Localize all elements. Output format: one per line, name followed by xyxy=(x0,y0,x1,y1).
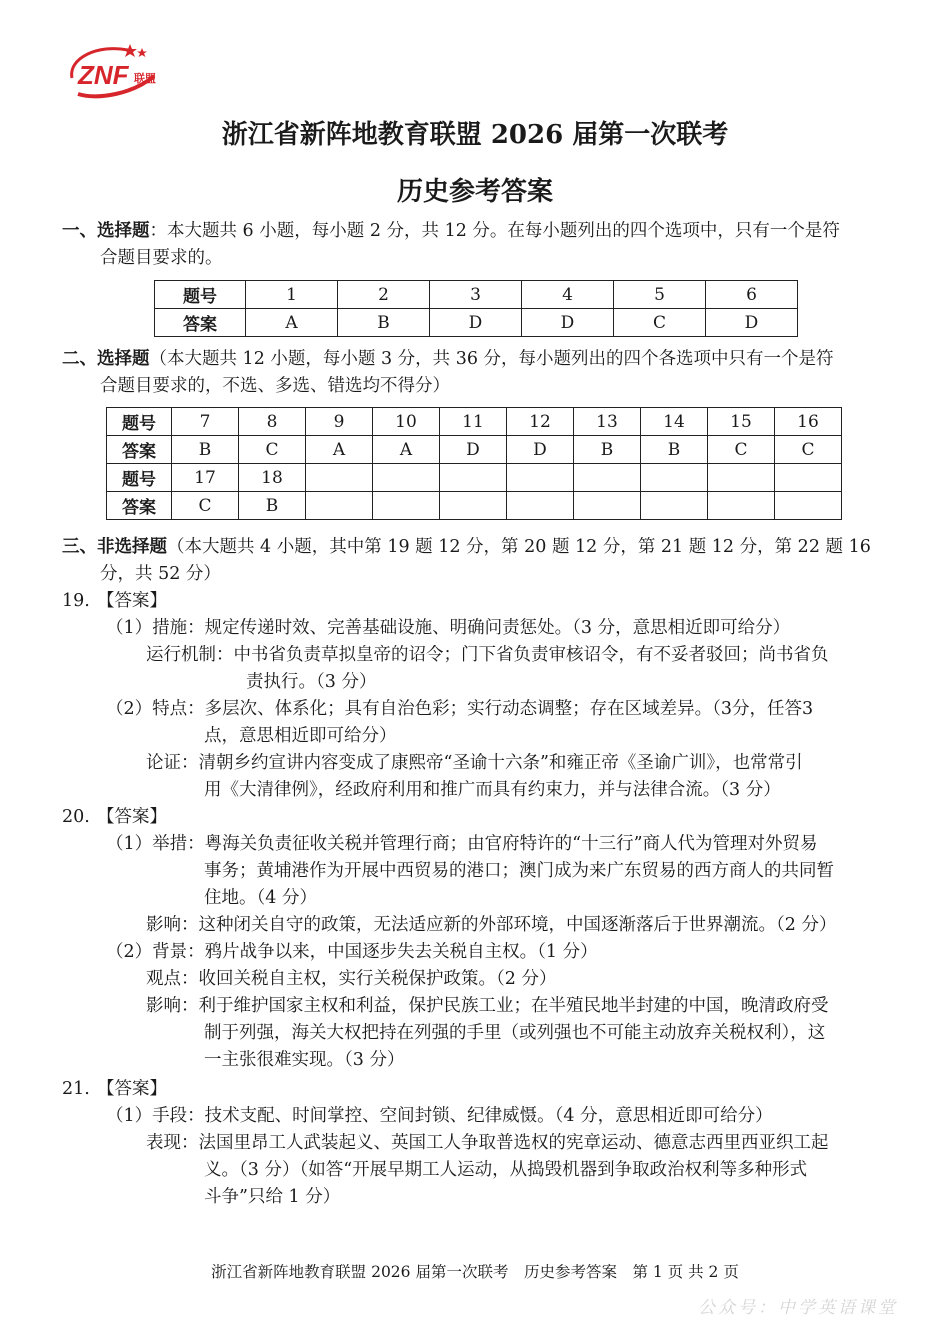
table-cell xyxy=(373,464,440,492)
section1-intro xyxy=(62,218,890,272)
answer-line: 表现：法国里昂工人武装起义、英国工人争取普选权的宪章运动、德意志西里西亚织工起 xyxy=(146,1133,829,1153)
table-cell: D xyxy=(507,436,574,464)
table-label-cell: 答案 xyxy=(107,492,172,520)
answer-tag: 【答案】 xyxy=(97,1079,167,1099)
table-cell: 16 xyxy=(775,408,842,436)
answer-tag: 【答案】 xyxy=(97,807,167,827)
table-cell: 14 xyxy=(641,408,708,436)
section2-answer-table xyxy=(106,407,842,520)
table-label-cell: 题号 xyxy=(107,408,172,436)
watermark: 公众号：中学英语课堂 xyxy=(698,1298,898,1318)
answer-tag: 【答案】 xyxy=(97,591,167,611)
table-cell: B xyxy=(172,436,239,464)
table-cell: C xyxy=(239,436,306,464)
answer-line: （2）背景：鸦片战争以来，中国逐步失去关税自主权。（1 分） xyxy=(106,942,598,962)
answer-line: 斗争”只给 1 分） xyxy=(204,1187,341,1207)
table-cell: 15 xyxy=(708,408,775,436)
table-cell: 11 xyxy=(440,408,507,436)
section2-desc-line2: 合题目要求的，不选、多选、错选均不得分） xyxy=(100,376,450,396)
table-cell: D xyxy=(706,309,798,337)
table-cell xyxy=(440,492,507,520)
table-cell: A xyxy=(306,436,373,464)
table-cell: 5 xyxy=(614,281,706,309)
table-cell: B xyxy=(641,436,708,464)
table-cell: A xyxy=(246,309,338,337)
table-cell: 6 xyxy=(706,281,798,309)
table-cell: 13 xyxy=(574,408,641,436)
question-number: 19. xyxy=(62,591,90,611)
table-cell: 12 xyxy=(507,408,574,436)
table-cell xyxy=(574,492,641,520)
table-cell xyxy=(440,464,507,492)
table-cell: D xyxy=(440,436,507,464)
section1-desc-line2: 合题目要求的。 xyxy=(100,248,223,268)
table-cell: B xyxy=(574,436,641,464)
table-cell xyxy=(708,492,775,520)
table-cell: 7 xyxy=(172,408,239,436)
page-title: 浙江省新阵地教育联盟 2026 届第一次联考 xyxy=(221,120,729,150)
table-cell: A xyxy=(373,436,440,464)
table-cell: 18 xyxy=(239,464,306,492)
table-label-cell: 答案 xyxy=(155,309,246,337)
table-cell: C xyxy=(614,309,706,337)
section1-answer-table xyxy=(154,280,798,337)
logo-text: ZNF xyxy=(78,60,129,90)
answer-line: （1）手段：技术支配、时间掌控、空间封锁、纪律威慑。（4 分，意思相近即可给分） xyxy=(106,1106,773,1126)
answer-line: （1）措施：规定传递时效、完善基础设施、明确问责惩处。（3 分，意思相近即可给分） xyxy=(106,618,791,638)
table-label-cell: 题号 xyxy=(107,464,172,492)
answer-line: 论证：清朝乡约宣讲内容变成了康熙帝“圣谕十六条”和雍正帝《圣谕广训》，也常常引 xyxy=(146,753,803,773)
table-cell: D xyxy=(522,309,614,337)
table-row xyxy=(155,309,798,337)
table-cell: C xyxy=(172,492,239,520)
table-label-cell: 答案 xyxy=(107,436,172,464)
table-cell: 4 xyxy=(522,281,614,309)
answer-line: 制于列强，海关大权把持在列强的手里（或列强也不可能主动放弃关税权利），这 xyxy=(204,1023,826,1043)
alliance-logo xyxy=(58,38,168,104)
table-row xyxy=(107,464,842,492)
table-row xyxy=(107,408,842,436)
table-cell: 8 xyxy=(239,408,306,436)
table-cell xyxy=(306,464,373,492)
table-cell xyxy=(306,492,373,520)
answer-line: 责执行。（3 分） xyxy=(246,672,377,692)
table-cell: 1 xyxy=(246,281,338,309)
table-cell: 17 xyxy=(172,464,239,492)
page-subtitle: 历史参考答案 xyxy=(396,177,553,207)
table-cell: 3 xyxy=(430,281,522,309)
answer-line: （1）举措：粤海关负责征收关税并管理行商；由官府特许的“十三行”商人代为管理对外贸易 xyxy=(106,834,818,854)
table-cell: B xyxy=(239,492,306,520)
table-cell: C xyxy=(775,436,842,464)
section2-heading: 二、选择题 xyxy=(62,349,150,369)
table-cell xyxy=(641,464,708,492)
table-row xyxy=(107,492,842,520)
answer-line: 影响：利于维护国家主权和利益，保护民族工业；在半殖民地半封建的中国，晚清政府受 xyxy=(146,996,829,1016)
question-number: 20. xyxy=(62,807,90,827)
table-label-cell: 题号 xyxy=(155,281,246,309)
table-cell: 2 xyxy=(338,281,430,309)
section2-desc-line1: （本大题共 12 小题，每小题 3 分，共 36 分，每小题列出的四个各选项中只有一个是符 xyxy=(149,349,834,369)
section3-heading: 三、非选择题 xyxy=(62,537,167,557)
table-cell xyxy=(507,492,574,520)
section3-intro xyxy=(62,534,890,588)
page-footer: 浙江省新阵地教育联盟 2026 届第一次联考 历史参考答案 第 1 页 共 2 页 xyxy=(211,1263,739,1281)
section1-desc-line1: ：本大题共 6 小题，每小题 2 分，共 12 分。在每小题列出的四个选项中，只有一个是符 xyxy=(149,221,840,241)
table-cell xyxy=(373,492,440,520)
table-row xyxy=(107,436,842,464)
section3-desc-line1: （本大题共 4 小题，其中第 19 题 12 分，第 20 题 12 分，第 21 题 12 分，第 22 题 16 xyxy=(167,537,871,557)
table-cell xyxy=(507,464,574,492)
table-cell xyxy=(775,464,842,492)
table-cell: 9 xyxy=(306,408,373,436)
table-cell: B xyxy=(338,309,430,337)
answer-line: 点，意思相近即可给分） xyxy=(204,726,397,746)
question-number: 21. xyxy=(62,1079,90,1099)
table-cell xyxy=(574,464,641,492)
answer-line: 事务；黄埔港作为开展中西贸易的港口；澳门成为来广东贸易的西方商人的共同暂 xyxy=(204,861,834,881)
section2-intro xyxy=(62,346,890,400)
section1-heading: 一、选择题 xyxy=(62,221,150,241)
answer-line: 义。（3 分）（如答“开展早期工人运动，从捣毁机器到争取政治权利等多种形式 xyxy=(204,1160,808,1180)
table-cell xyxy=(708,464,775,492)
table-cell: D xyxy=(430,309,522,337)
answer-line: 住地。（4 分） xyxy=(204,888,317,908)
logo-subtext: 联盟 xyxy=(134,72,156,85)
answer-line: 一主张很难实现。（3 分） xyxy=(204,1050,405,1070)
answer-line: （2）特点：多层次、体系化；具有自治色彩；实行动态调整；存在区域差异。（3分，任答3 xyxy=(106,699,814,719)
answer-line: 观点：收回关税自主权，实行关税保护政策。（2 分） xyxy=(146,969,557,989)
table-cell: 10 xyxy=(373,408,440,436)
table-cell xyxy=(775,492,842,520)
table-row xyxy=(155,281,798,309)
table-cell xyxy=(641,492,708,520)
section3-desc-line2: 分，共 52 分） xyxy=(100,564,221,584)
answer-line: 运行机制：中书省负责草拟皇帝的诏令；门下省负责审核诏令，有不妥者驳回；尚书省负 xyxy=(146,645,829,665)
answer-line: 影响：这种闭关自守的政策，无法适应新的外部环境，中国逐渐落后于世界潮流。（2 分） xyxy=(146,915,837,935)
answer-line: 用《大清律例》，经政府利用和推广而具有约束力，并与法律合流。（3 分） xyxy=(204,780,781,800)
table-cell: C xyxy=(708,436,775,464)
